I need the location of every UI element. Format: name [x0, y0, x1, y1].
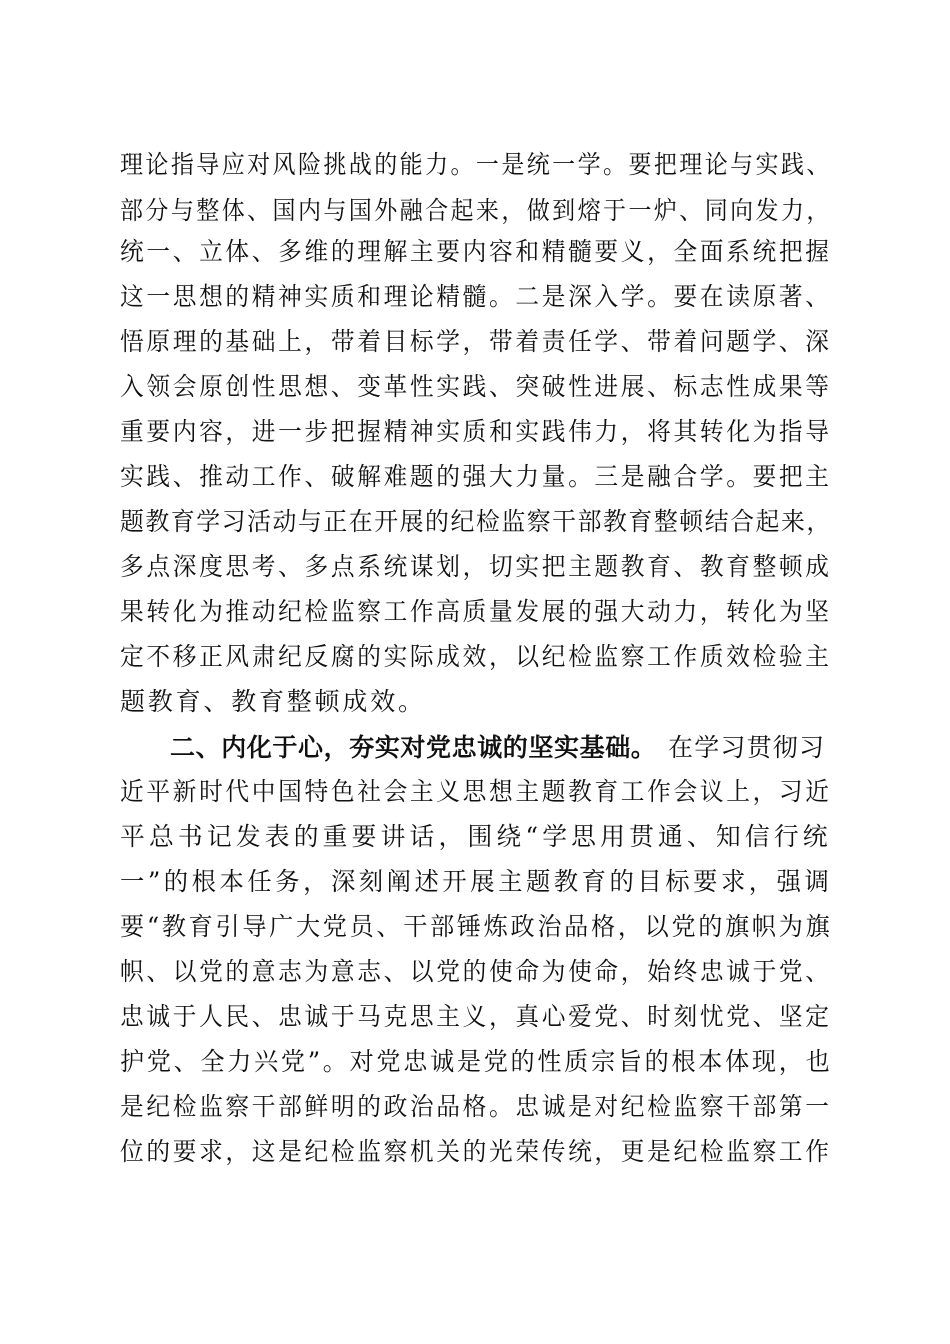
paragraph-line	[0, 1085, 950, 1129]
paragraph-line	[0, 950, 950, 994]
paragraph-line	[0, 995, 950, 1039]
paragraph-text: 位的要求，这是纪检监察机关的光荣传统，更是纪检监察工作	[120, 1137, 832, 1166]
section-heading: 二、内化于心，夯实对党忠诚的坚实基础。	[170, 733, 657, 762]
paragraph-line	[0, 455, 950, 499]
paragraph-line	[0, 635, 950, 679]
paragraph-text: 多点深度思考、多点系统谋划，切实把主题教育、教育整顿成	[120, 552, 832, 581]
paragraph-text: 是纪检监察干部鲜明的政治品格。忠诚是对纪检监察干部第一	[120, 1092, 832, 1121]
paragraph-line	[0, 1130, 950, 1174]
paragraph-text: 近平新时代中国特色社会主义思想主题教育工作会议上，习近	[120, 777, 832, 806]
paragraph-text: 忠诚于人民、忠诚于马克思主义，真心爱党、时刻忧党、坚定	[120, 1002, 832, 1031]
paragraph-line	[0, 410, 950, 454]
paragraph-line	[0, 230, 950, 274]
paragraph-line	[0, 905, 950, 949]
paragraph-line	[0, 860, 950, 904]
paragraph-text: 入领会原创性思想、变革性实践、突破性进展、标志性成果等	[120, 372, 832, 401]
paragraph-line	[0, 815, 950, 859]
paragraph-text: 题教育学习活动与正在开展的纪检监察干部教育整顿结合起来，	[120, 507, 832, 536]
paragraph-line	[0, 590, 950, 634]
paragraph-text: 统一、立体、多维的理解主要内容和精髓要义，全面系统把握	[120, 237, 832, 266]
paragraph-line	[0, 143, 950, 187]
paragraph-text: 要“教育引导广大党员、干部锤炼政治品格，以党的旗帜为旗	[120, 912, 833, 941]
paragraph-line	[0, 770, 950, 814]
paragraph-text: 果转化为推动纪检监察工作高质量发展的强大动力，转化为坚	[120, 597, 832, 626]
paragraph-line	[0, 1040, 950, 1084]
paragraph-line	[0, 320, 950, 364]
paragraph-text: 定不移正风肃纪反腐的实际成效，以纪检监察工作质效检验主	[120, 642, 832, 671]
paragraph-text: 悟原理的基础上，带着目标学，带着责任学、带着问题学、深	[120, 327, 832, 356]
paragraph-text: 理论指导应对风险挑战的能力。一是统一学。要把理论与实践、	[120, 150, 832, 179]
paragraph-text: 帜、以党的意志为意志、以党的使命为使命，始终忠诚于党、	[120, 957, 832, 986]
paragraph-line	[0, 726, 950, 770]
paragraph-line	[0, 275, 950, 319]
paragraph-line	[0, 189, 950, 233]
paragraph-line	[0, 365, 950, 409]
paragraph-text: 在学习贯彻习	[668, 733, 826, 762]
paragraph-text: 这一思想的精神实质和理论精髓。二是深入学。要在读原著、	[120, 282, 832, 311]
paragraph-text: 重要内容，进一步把握精神实质和实践伟力，将其转化为指导	[120, 417, 832, 446]
paragraph-text: 一”的根本任务，深刻阐述开展主题教育的目标要求，强调	[120, 867, 833, 896]
paragraph-text: 平总书记发表的重要讲话，围绕“学思用贯通、知信行统	[120, 822, 832, 851]
paragraph-line	[0, 500, 950, 544]
paragraph-line	[0, 680, 950, 724]
paragraph-text: 部分与整体、国内与国外融合起来，做到熔于一炉、同向发力，	[120, 196, 832, 225]
paragraph-text: 题教育、教育整顿成效。	[120, 687, 426, 716]
paragraph-text: 实践、推动工作、破解难题的强大力量。三是融合学。要把主	[120, 462, 832, 491]
paragraph-line	[0, 545, 950, 589]
paragraph-text: 护党、全力兴党”。对党忠诚是党的性质宗旨的根本体现，也	[120, 1047, 833, 1076]
